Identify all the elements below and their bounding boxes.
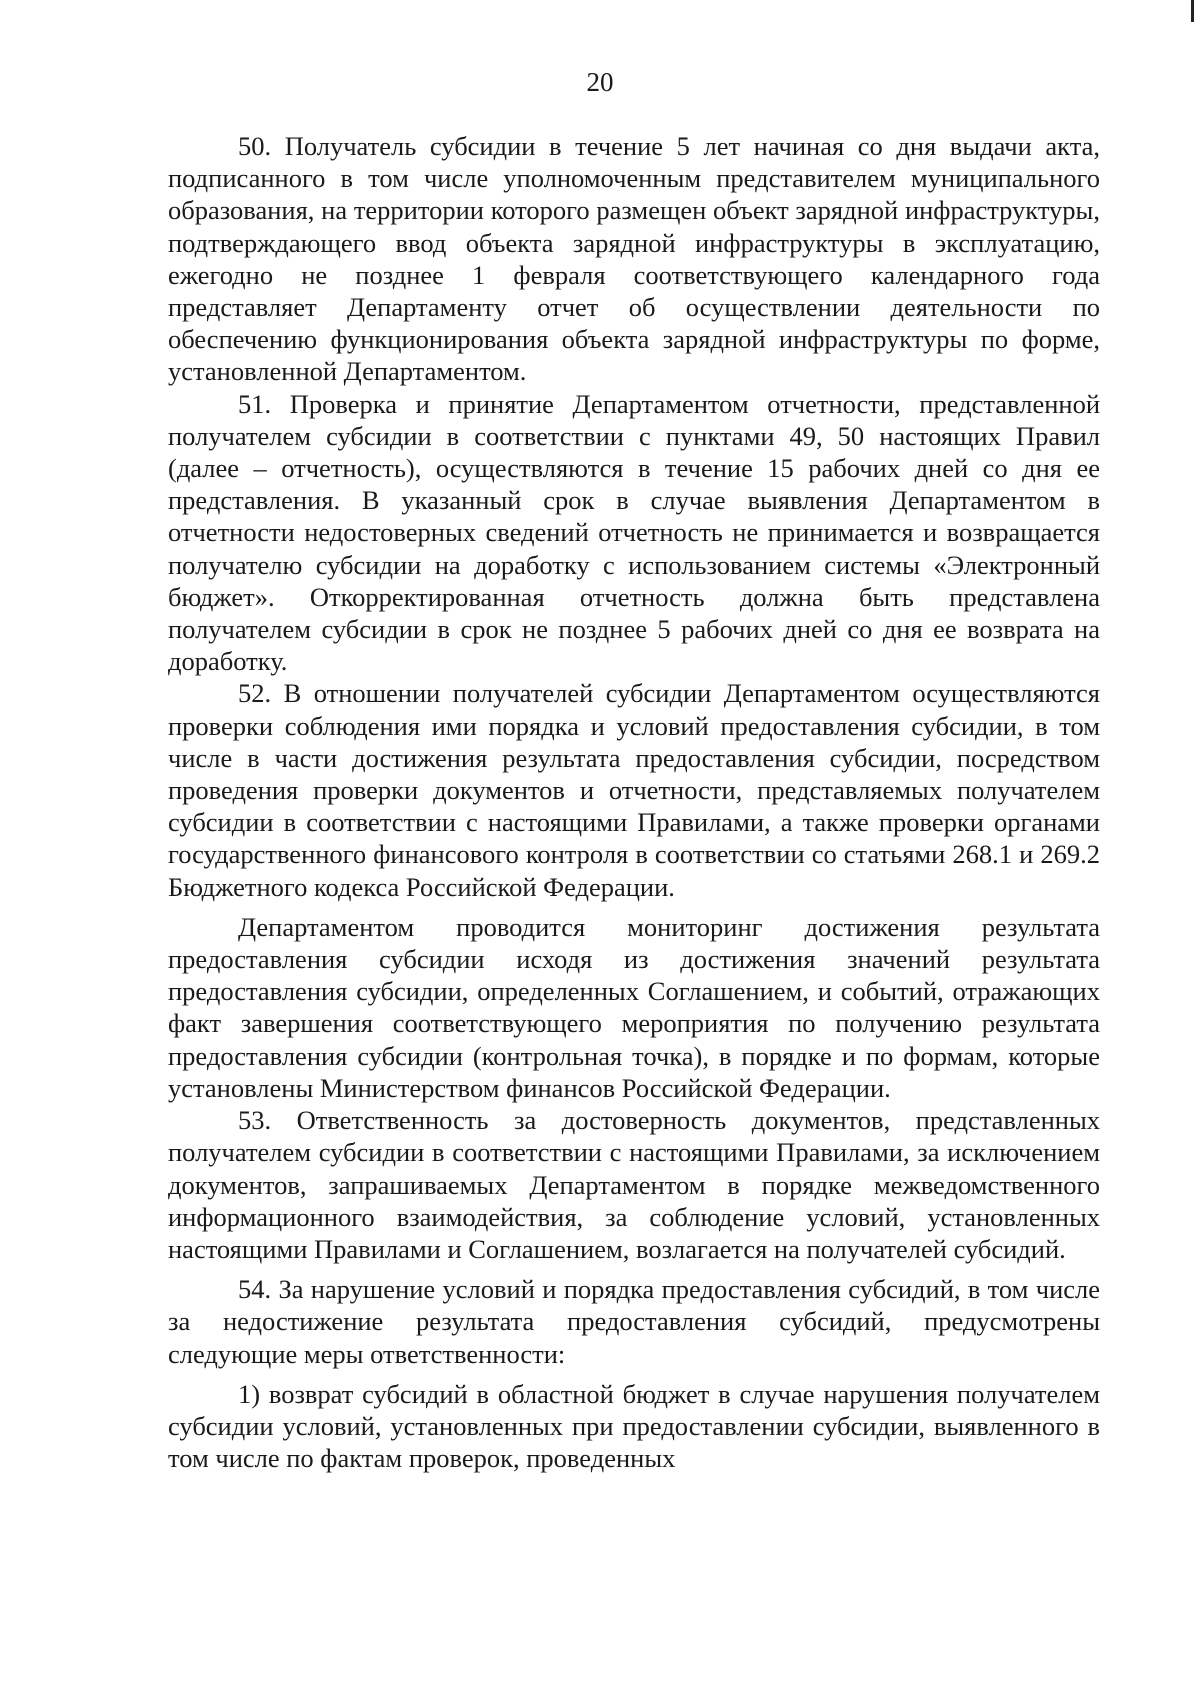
page-number: 20 (586, 67, 614, 97)
paragraph-53: 53. Ответственность за достоверность документов, представленных получателем субсидии в соответствии с настоящими Правилами, за исключением документов, запрашиваемых Департаментом в порядке межведомственного информационного взаимодействия, за соблюдение условий, установленных настоящими Правилами и Соглашением, возлагается на получателей субсидий. (168, 1105, 1100, 1264)
scan-edge-mark (1191, 0, 1194, 22)
paragraph-52: 52. В отношении получателей субсидии Департаментом осуществляются проверки соблюдения ими порядка и условий предоставления субсидии, в том числе в части достижения результата предоставления субсидии, посредством проведения проверки документов и отчетности, представляемых получателем субсидии в соответствии с настоящими Правилами, а также проверки органами государственного финансового контроля в соответствии со статьями 268.1 и 269.2 Бюджетного кодекса Российской Федерации. (168, 678, 1100, 902)
paragraph-50: 50. Получатель субсидии в течение 5 лет начиная со дня выдачи акта, подписанного в том числе уполномоченным представителем муниципального образования, на территории которого размещен объект зарядной инфраструктуры, подтверждающего ввод объекта зарядной инфраструктуры в эксплуатацию, ежегодно не позднее 1 февраля соответствующего календарного года представляет Департаменту отчет об осуществлении деятельности по обеспечению функционирования объекта зарядной инфраструктуры по форме, установленной Департаментом. (168, 131, 1100, 387)
paragraph-54-item-1: 1) возврат субсидий в областной бюджет в случае нарушения получателем субсидии условий, установленных при предоставлении субсидии, выявленного в том числе по фактам проверок, проведенных (168, 1378, 1100, 1474)
paragraph-monitoring: Департаментом проводится мониторинг достижения результата предоставления субсидии исходя из достижения значений результата предоставления субсидии, определенных Соглашением, и событий, отражающих факт завершения соответствующего мероприятия по получению результата предоставления субсидии (контрольная точка), в порядке и по формам, которые установлены Министерством финансов Российской Федерации. (168, 911, 1100, 1103)
paragraph-54: 54. За нарушение условий и порядка предоставления субсидий, в том числе за недостижение результата предоставления субсидий, предусмотрены следующие меры ответственности: (168, 1274, 1100, 1369)
document-body (168, 130, 1100, 1474)
paragraph-51: 51. Проверка и принятие Департаментом отчетности, представленной получателем субсидии в соответствии с пунктами 49, 50 настоящих Правил (далее – отчетность), осуществляются в течение 15 рабочих дней со дня ее представления. В указанный срок в случае выявления Департаментом в отчетности недостоверных сведений отчетность не принимается и возвращается получателю субсидии на доработку с использованием системы «Электронный бюджет». Откорректированная отчетность должна быть представлена получателем субсидии в срок не позднее 5 рабочих дней со дня ее возврата на доработку. (168, 388, 1100, 677)
